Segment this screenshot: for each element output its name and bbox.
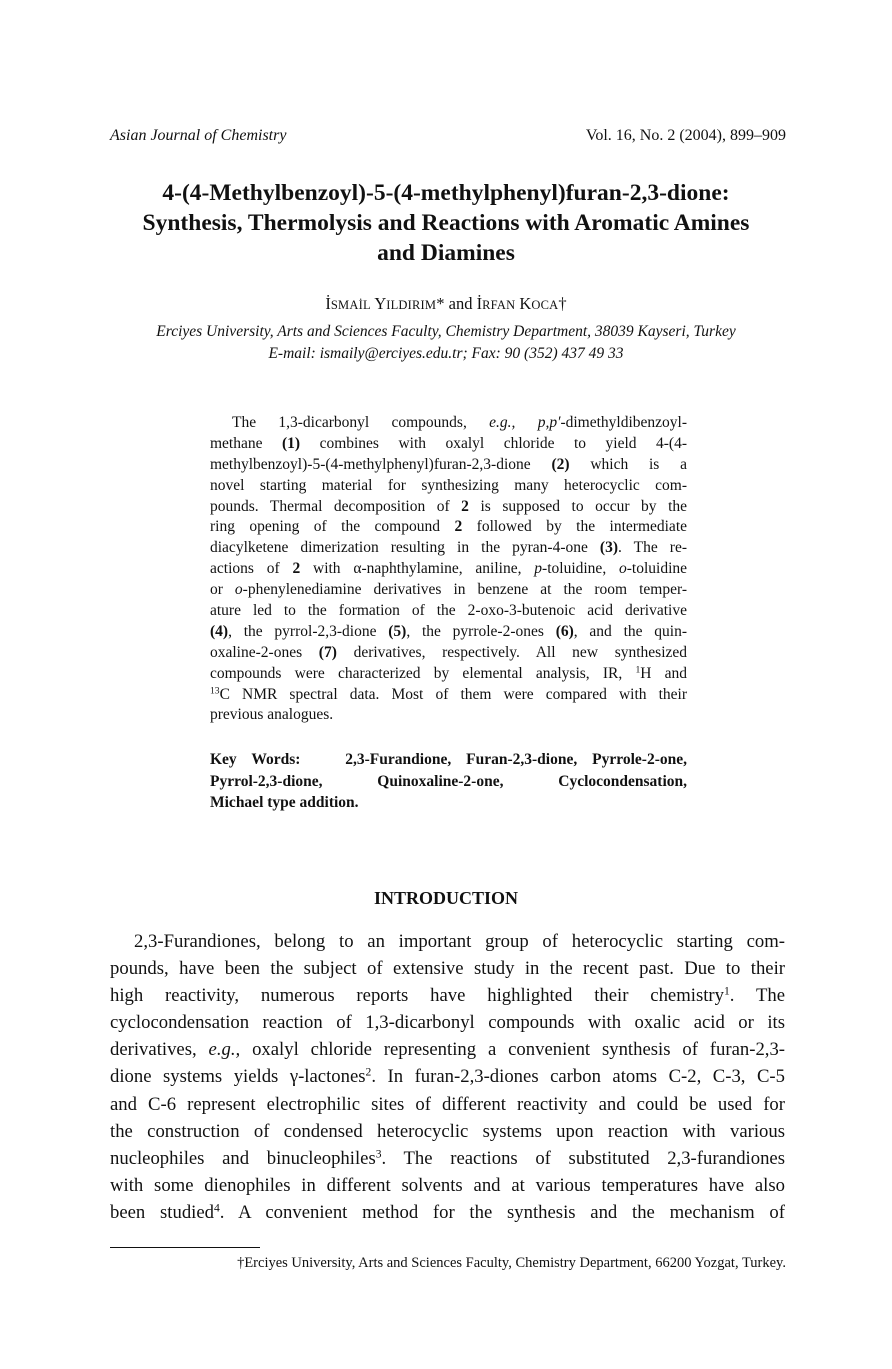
abstract-line: diacylketene dimerization resulting in the pyran-4-one (3). The re- (210, 539, 687, 557)
title-line-2: Synthesis, Thermolysis and Reactions with Aromatic Amines (142, 210, 750, 236)
abstract-line: $^{13}$C NMR spectral data. Most of them were compared with their (210, 685, 687, 703)
body-line: high reactivity, numerous reports have highlighted their chemistry$^1$. The (110, 984, 785, 1007)
affiliation-contact: E-mail: ismaily@erciyes.edu.tr; Fax: 90 (352) 437 49 33 (268, 345, 624, 362)
volume-info: Vol. 16, No. 2 (2004), 899–909 (585, 127, 786, 144)
journal-name: Asian Journal of Chemistry (110, 127, 287, 144)
keywords-line: Pyrrol-2,3-dione, Quinoxaline-2-one, Cyclocondensation, (210, 772, 687, 790)
keywords-line: Michael type addition. (210, 794, 359, 811)
body-line: been studied$^4$. A convenient method for the synthesis and the mechanism of (110, 1201, 785, 1223)
author-2: İRFAN KOCA† (476, 294, 567, 313)
footnote-text: Erciyes University, Arts and Sciences Faculty, Chemistry Department, 66200 Yozgat, Turkey. (244, 1255, 786, 1271)
abstract-line: compounds were characterized by elemental analysis, IR, $^1$H and (210, 664, 688, 682)
title-line-1: 4-(4-Methylbenzoyl)-5-(4-methylphenyl)furan-2,3-dione: (162, 180, 730, 206)
affiliation-address: Erciyes University, Arts and Sciences Faculty, Chemistry Department, 38039 Kayseri, Turkey (156, 323, 736, 340)
author-1: İSMAİL YILDIRIM* (325, 294, 445, 313)
dagger-mark: † (558, 294, 567, 313)
abstract-line: The 1,3-dicarbonyl compounds, e.g., p,p′-dimethyldibenzoyl- (232, 414, 688, 431)
footnote (110, 1255, 786, 1272)
abstract-line: novel starting material for synthesizing many heterocyclic com- (210, 476, 687, 494)
body-line: and C-6 represent electrophilic sites of different reactivity and could be used for (110, 1093, 785, 1115)
footnote-dagger: † (237, 1255, 245, 1271)
abstract-line: methane (1) combines with oxalyl chloride to yield 4-(4- (210, 434, 687, 452)
body-line: dione systems yields γ-lactones$^2$. In furan-2,3-diones carbon atoms C-2, C-3, C-5 (110, 1066, 785, 1088)
body-line: cyclocondensation reaction of 1,3-dicarbonyl compounds with oxalic acid or its (110, 1012, 785, 1034)
introduction-text (110, 928, 785, 1226)
body-line: 2,3-Furandiones, belong to an important group of heterocyclic starting com- (134, 931, 785, 952)
abstract-line: oxaline-2-ones (7) derivatives, respectively. All new synthesized (210, 643, 688, 661)
body-line: the construction of condensed heterocyclic systems upon reaction with various (110, 1120, 785, 1142)
footnote-rule (110, 1247, 260, 1248)
body-line: derivatives, e.g., oxalyl chloride representing a convenient synthesis of furan-2,3- (110, 1039, 786, 1061)
article-title (100, 178, 792, 268)
introduction-heading: INTRODUCTION (373, 888, 519, 908)
body-line: nucleophiles and binucleophiles$^3$. The reactions of substituted 2,3-furandiones (110, 1147, 785, 1169)
author-conjunction: and (448, 294, 473, 313)
abstract-line: ring opening of the compound 2 followed by the intermediate (210, 518, 688, 536)
title-line-3: and Diamines (377, 240, 515, 266)
abstract-line: methylbenzoyl)-5-(4-methylphenyl)furan-2,3-dione (2) which is a (210, 455, 688, 473)
affiliation (100, 321, 792, 365)
corresponding-author-mark: * (436, 294, 445, 313)
keywords-line: Key Words: 2,3-Furandione, Furan-2,3-dione, Pyrrole-2-one, (210, 751, 687, 768)
abstract-line: pounds. Thermal decomposition of 2 is supposed to occur by the (210, 497, 688, 515)
keywords-label: Key Words: (210, 751, 301, 768)
body-line: pounds, have been the subject of extensive study in the recent past. Due to their (110, 958, 785, 980)
abstract-line: actions of 2 with α-naphthylamine, aniline, p-toluidine, o-toluidine (210, 560, 688, 578)
abstract-line: ature led to the formation of the 2-oxo-3-butenoic acid derivative (210, 602, 687, 620)
abstract (210, 413, 687, 726)
abstract-line: or o-phenylenediamine derivatives in benzene at the room temper- (210, 581, 687, 599)
keywords (210, 749, 687, 814)
author-list (0, 294, 892, 314)
body-line: with some dienophiles in different solvents and at various temperatures have also (110, 1174, 785, 1196)
abstract-line: (4), the pyrrol-2,3-dione (5), the pyrrole-2-ones (6), and the quin- (210, 622, 688, 640)
abstract-line: previous analogues. (210, 706, 334, 724)
